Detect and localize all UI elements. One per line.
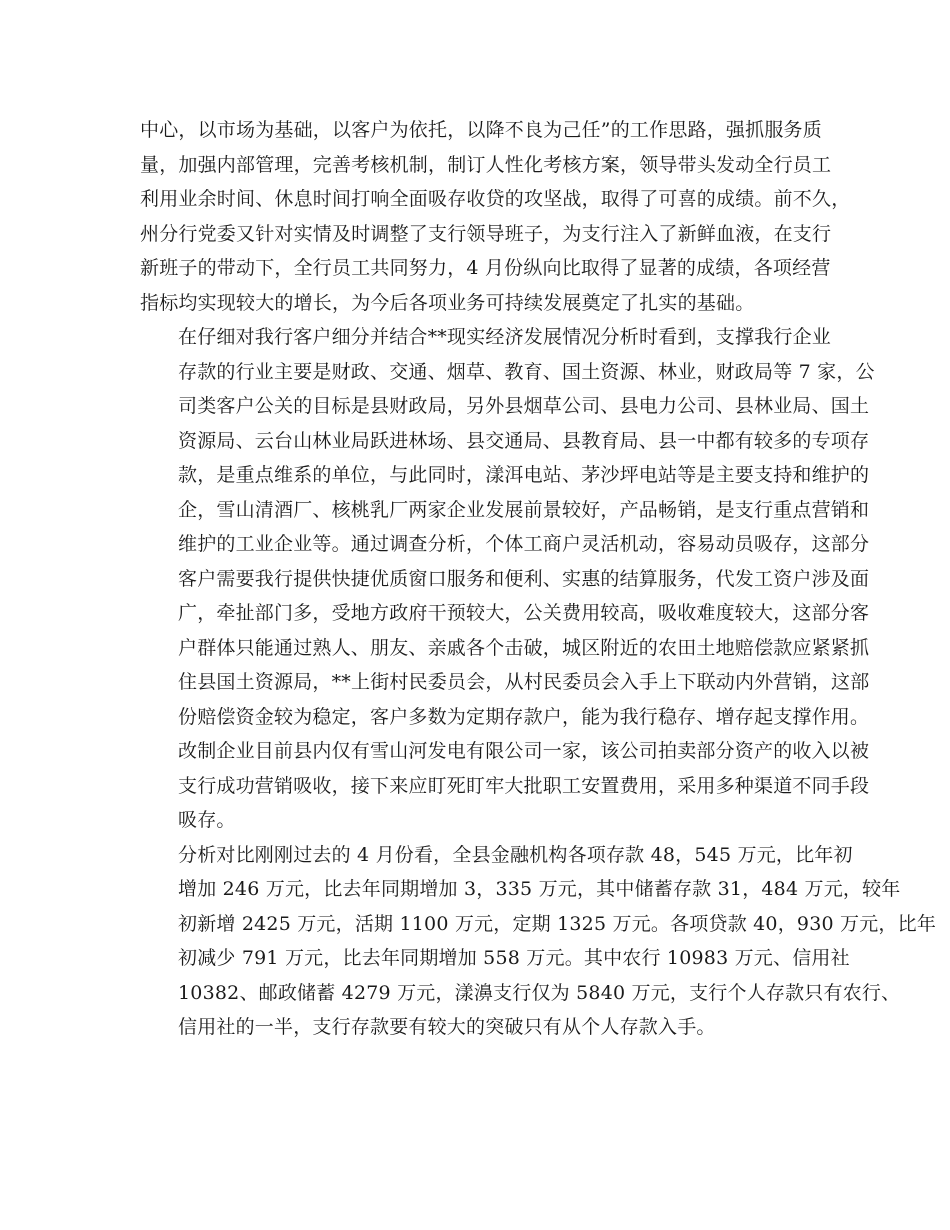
text-line: 10382、邮政储蓄 4279 万元，漾濞支行仅为 5840 万元，支行个人存款只有农行、 (178, 981, 901, 1004)
paragraph (140, 113, 851, 320)
text-line: 量，加强内部管理，完善考核机制，制订人性化考核方案，领导带头发动全行员工 (140, 153, 832, 176)
text-line: 改制企业目前县内仅有雪山河发电有限公司一家，该公司拍卖部分资产的收入以被 (178, 740, 870, 762)
text-line: 增加 246 万元，比去年同期增加 3，335 万元，其中储蓄存款 31，484 万元，较年 (178, 878, 901, 900)
text-line: 客户需要我行提供快捷优质窗口服务和便利、实惠的结算服务，代发工资户涉及面 (178, 567, 870, 590)
text-line: 存款的行业主要是财政、交通、烟草、教育、国土资源、林业，财政局等 7 家，公 (178, 360, 875, 383)
text-line: 份赔偿资金较为稳定，客户多数为定期存款户，能为我行稳存、增存起支撑作用。 (178, 705, 870, 728)
text-line: 款，是重点维系的单位，与此同时，漾洱电站、茅沙坪电站等是主要支持和维护的 (178, 464, 870, 486)
text-line: 司类客户公关的目标是县财政局，另外县烟草公司、县电力公司、县林业局、国土 (178, 395, 870, 417)
text-line: 信用社的一半，支行存款要有较大的突破只有从个人存款入手。 (178, 1016, 716, 1038)
text-line: 初新增 2425 万元，活期 1100 万元，定期 1325 万元。各项贷款 40，930 万元，比年 (178, 912, 937, 935)
text-line: 初减少 791 万元，比去年同期增加 558 万元。其中农行 10983 万元、信用社 (178, 947, 850, 969)
text-line: 吸存。 (178, 809, 236, 831)
text-line: 广，牵扯部门多，受地方政府干预较大，公关费用较高，吸收难度较大，这部分客 (178, 602, 870, 624)
text-line: 户群体只能通过熟人、朋友、亲戚各个击破，城区附近的农田土地赔偿款应紧紧抓 (178, 636, 870, 659)
text-line: 利用业余时间、休息时间打响全面吸存收贷的攻坚战，取得了可喜的成绩。前不久， (140, 188, 851, 210)
paragraph (140, 838, 937, 1045)
text-line: 在仔细对我行客户细分并结合**现实经济发展情况分析时看到，支撑我行企业 (178, 326, 832, 348)
text-line: 新班子的带动下，全行员工共同努力，4 月份纵向比取得了显著的成绩，各项经营 (140, 257, 831, 279)
document-body (140, 113, 937, 1045)
paragraph (140, 320, 875, 838)
text-line: 住县国土资源局，**上街村民委员会，从村民委员会入手上下联动内外营销，这部 (178, 671, 870, 693)
text-line: 中心，以市场为基础，以客户为依托，以降不良为己任”的工作思路，强抓服务质 (140, 119, 822, 141)
text-line: 州分行党委又针对实情及时调整了支行领导班子，为支行注入了新鲜血液，在支行 (140, 222, 832, 245)
text-line: 分析对比刚刚过去的 4 月份看，全县金融机构各项存款 48，545 万元，比年初 (178, 843, 853, 866)
text-line: 指标均实现较大的增长，为今后各项业务可持续发展奠定了扎实的基础。 (140, 291, 755, 314)
text-line: 企，雪山清酒厂、核桃乳厂两家企业发展前景较好，产品畅销，是支行重点营销和 (178, 498, 870, 521)
text-line: 维护的工业企业等。通过调查分析，个体工商户灵活机动，容易动员吸存，这部分 (178, 533, 870, 555)
text-line: 资源局、云台山林业局跃进林场、县交通局、县教育局、县一中都有较多的专项存 (178, 429, 870, 452)
text-line: 支行成功营销吸收，接下来应盯死盯牢大批职工安置费用，采用多种渠道不同手段 (178, 774, 870, 797)
